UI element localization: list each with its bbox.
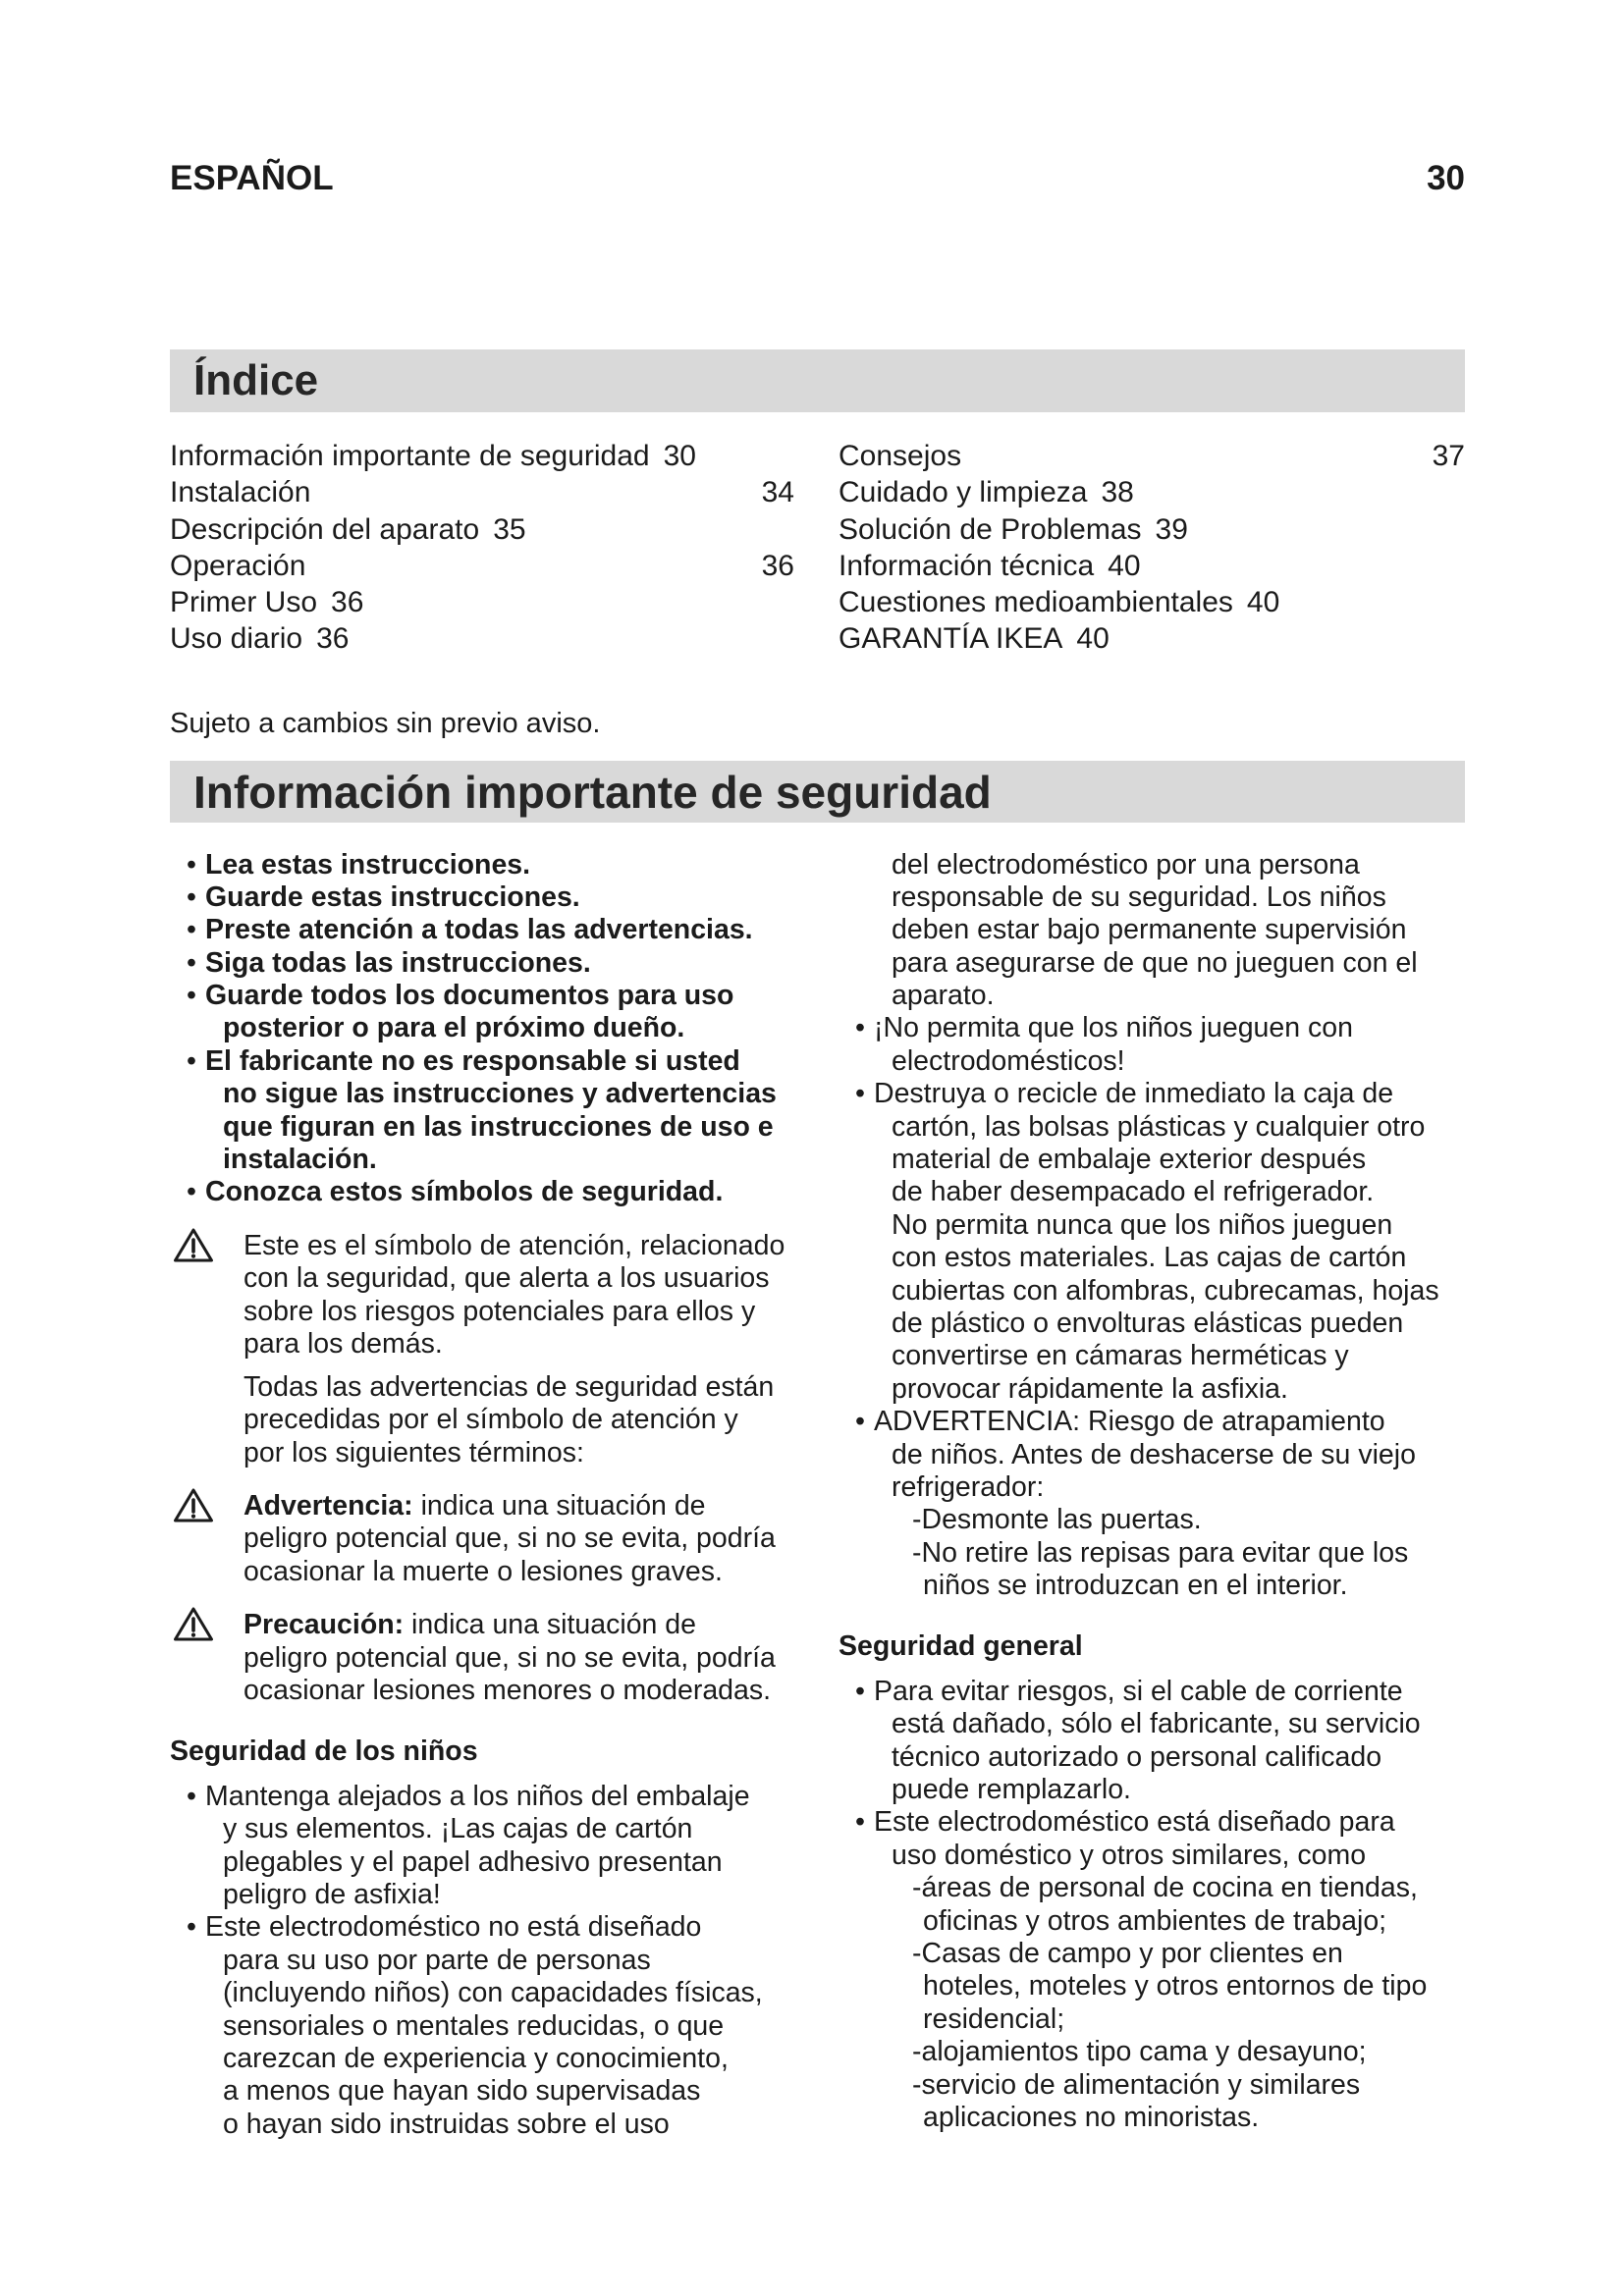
text-line: plegables y el papel adhesivo presentan	[223, 1845, 723, 1878]
text-line: peligro potencial que, si no se evita, podría	[244, 1641, 776, 1674]
toc-entry-title: Descripción del aparato	[170, 512, 480, 546]
text-line: ocasionar lesiones menores o moderadas.	[244, 1674, 772, 1706]
text-line: con la seguridad, que alerta a los usuarios	[244, 1262, 770, 1295]
text-line: No permita nunca que los niños jueguen	[892, 1208, 1393, 1241]
text-line: aparato.	[892, 980, 995, 1012]
safety-bullet	[170, 980, 798, 1045]
text-line: precedidas por el símbolo de atención y	[244, 1404, 738, 1436]
safety-bullet	[839, 1078, 1477, 1406]
toc-entry-title: Solución de Problemas	[839, 512, 1142, 546]
safety-section-title: Información importante de seguridad	[193, 766, 992, 818]
text-line: por los siguientes términos:	[244, 1436, 584, 1468]
safety-heading-bar	[170, 761, 1465, 823]
text-line: • El fabricante no es responsable si usted	[170, 1045, 798, 1078]
toc-entry	[170, 511, 794, 548]
safety-subheading	[170, 1735, 798, 1768]
toc-entry	[839, 584, 1465, 620]
toc-entry	[170, 620, 794, 657]
text-line: sobre los riesgos potenciales para ellos y	[244, 1295, 756, 1327]
text-line	[170, 1609, 798, 1641]
text-line: -áreas de personal de cocina en tiendas,	[912, 1872, 1418, 1904]
safety-bullet	[839, 1406, 1477, 1504]
text-line: oficinas y otros ambientes de trabajo;	[923, 1904, 1387, 1937]
text-line: cubiertas con alfombras, cubrecamas, hojas	[892, 1274, 1439, 1307]
text-line: • Siga todas las instrucciones.	[170, 947, 798, 980]
toc-entry-page: 35	[493, 512, 526, 546]
text-line: -alojamientos tipo cama y desayuno;	[912, 2036, 1367, 2068]
toc-entry	[170, 548, 794, 584]
text-line: de plástico o envolturas elásticas pueden	[892, 1307, 1404, 1339]
safety-bullet	[170, 1781, 798, 1912]
text-line: a menos que hayan sido supervisadas	[223, 2075, 701, 2108]
safety-bullet	[839, 1806, 1477, 1872]
toc-entry-title: Primer Uso	[170, 586, 318, 619]
text-line: -Desmonte las puertas.	[912, 1504, 1202, 1536]
warning-term: Advertencia:	[244, 1490, 413, 1522]
safety-bullet	[170, 849, 798, 881]
toc-entry-title: Información importante de seguridad	[170, 440, 650, 472]
toc-entry-title: Cuidado y limpieza	[839, 476, 1088, 509]
text-line: para su uso por parte de personas	[223, 1944, 651, 1976]
text-line: (incluyendo niños) con capacidades físicas,	[223, 1977, 763, 2009]
text-line: hoteles, moteles y otros entornos de tipo	[923, 1970, 1428, 2002]
toc-entry	[839, 548, 1465, 584]
text-line: sensoriales o mentales reducidas, o que	[223, 2009, 725, 2042]
text-line: residencial;	[923, 2002, 1065, 2035]
text-line: • Para evitar riesgos, si el cable de corriente	[839, 1676, 1477, 1708]
warning-term: Precaución:	[244, 1609, 405, 1641]
safety-continued	[839, 849, 1477, 1013]
text-line: que figuran en las instrucciones de uso e	[223, 1110, 774, 1143]
safety-subheading	[839, 1630, 1477, 1663]
safety-para	[170, 1371, 798, 1469]
safety-bullet	[839, 1012, 1477, 1078]
text-line: • Lea estas instrucciones.	[170, 849, 798, 881]
safety-dash	[839, 1504, 1477, 1536]
text-line: posterior o para el próximo dueño.	[223, 1012, 685, 1044]
text-line: • Mantenga alejados a los niños del embalaje	[170, 1781, 798, 1813]
toc-entry-page: 34	[761, 476, 794, 509]
safety-dash	[839, 1872, 1477, 1938]
safety-warning	[170, 1230, 798, 1362]
text-line: -Casas de campo y por clientes en	[912, 1938, 1343, 1969]
text-line: • Destruya o recicle de inmediato la caja de	[839, 1078, 1477, 1110]
toc-right-column	[839, 438, 1465, 658]
toc-entry-title: Consejos	[839, 440, 962, 472]
text-line: Todas las advertencias de seguridad están	[244, 1370, 775, 1403]
text-line	[170, 1490, 798, 1522]
safety-dash	[839, 1537, 1477, 1603]
toc-entry-title: Operación	[170, 549, 306, 582]
text-line: del electrodoméstico por una persona	[892, 848, 1360, 881]
text-line: y sus elementos. ¡Las cajas de cartón	[223, 1813, 693, 1845]
toc-entry-page: 30	[663, 440, 696, 472]
toc-entry-page: 36	[331, 586, 364, 619]
text-line: -servicio de alimentación y similares	[912, 2068, 1361, 2101]
warning-definition: indica una situación de	[412, 1490, 706, 1522]
text-line: refrigerador:	[892, 1470, 1045, 1503]
toc-entry-page: 40	[1076, 622, 1110, 656]
toc-entry-page: 36	[761, 549, 794, 582]
toc-entry	[839, 511, 1465, 548]
text-line: Este es el símbolo de atención, relacionado	[244, 1229, 785, 1261]
text-line: • ¡No permita que los niños jueguen con	[839, 1012, 1477, 1044]
subheading-text: Seguridad general	[839, 1630, 1083, 1663]
text-line: convertirse en cámaras herméticas y	[892, 1340, 1349, 1372]
safety-bullet	[839, 1676, 1477, 1807]
text-line: niños se introduzcan en el interior.	[923, 1570, 1348, 1602]
index-heading-bar	[170, 349, 1465, 412]
text-line: peligro de asfixia!	[223, 1878, 441, 1910]
safety-dash	[839, 1938, 1477, 2036]
change-notice: Sujeto a cambios sin previo aviso.	[170, 708, 601, 739]
text-line: -No retire las repisas para evitar que los	[912, 1536, 1409, 1569]
text-line: • ADVERTENCIA: Riesgo de atrapamiento	[839, 1406, 1477, 1438]
toc-entry	[170, 438, 794, 474]
safety-dash	[839, 2036, 1477, 2068]
text-line: • Guarde estas instrucciones.	[170, 881, 798, 914]
text-line: para los demás.	[244, 1327, 443, 1360]
running-header	[170, 158, 1465, 199]
safety-bullet	[170, 1045, 798, 1177]
safety-right-column	[839, 849, 1477, 2135]
subheading-text: Seguridad de los niños	[170, 1735, 478, 1768]
text-line: • Este electrodoméstico no está diseñado	[170, 1911, 798, 1944]
toc-entry-page: 38	[1101, 476, 1134, 509]
toc-entry-page: 40	[1246, 586, 1280, 619]
safety-bullet	[170, 881, 798, 914]
text-line: instalación.	[223, 1144, 377, 1176]
safety-bullet	[170, 1176, 798, 1208]
text-line: • Preste atención a todas las advertencias.	[170, 914, 798, 946]
text-line: uso doméstico y otros similares, como	[892, 1839, 1367, 1871]
toc-entry	[170, 584, 794, 620]
text-line: • Conozca estos símbolos de seguridad.	[170, 1176, 798, 1208]
text-line: o hayan sido instruidas sobre el uso	[223, 2108, 670, 2140]
toc-entry-title: Uso diario	[170, 622, 303, 656]
page-number: 30	[1427, 159, 1465, 197]
text-line: • Guarde todos los documentos para uso	[170, 980, 798, 1012]
text-line: carezcan de experiencia y conocimiento,	[223, 2042, 729, 2074]
text-line: para asegurarse de que no jueguen con el	[892, 946, 1418, 979]
toc-entry-page: 40	[1108, 549, 1141, 582]
safety-bullet	[170, 947, 798, 980]
text-line: está dañado, sólo el fabricante, su servicio	[892, 1708, 1421, 1740]
text-line: con estos materiales. Las cajas de cartón	[892, 1242, 1407, 1274]
toc-entry-page: 37	[1432, 440, 1465, 472]
toc-entry	[170, 474, 794, 510]
text-line: material de embalaje exterior después	[892, 1144, 1367, 1176]
text-line: • Este electrodoméstico está diseñado para	[839, 1806, 1477, 1839]
index-title: Índice	[193, 356, 319, 404]
text-line: peligro potencial que, si no se evita, podría	[244, 1522, 776, 1555]
text-line: técnico autorizado o personal calificado	[892, 1740, 1382, 1773]
toc-left-column	[170, 438, 794, 658]
safety-warning	[170, 1490, 798, 1588]
text-line: deben estar bajo permanente supervisión	[892, 914, 1407, 946]
safety-warning	[170, 1609, 798, 1707]
safety-bullet	[170, 1911, 798, 2141]
toc-entry-title: Cuestiones medioambientales	[839, 586, 1233, 619]
toc-entry	[839, 438, 1465, 474]
language-label: ESPAÑOL	[170, 159, 334, 197]
text-line: de niños. Antes de deshacerse de su viejo	[892, 1438, 1416, 1470]
text-line: provocar rápidamente la asfixia.	[892, 1372, 1288, 1405]
toc-entry-title: GARANTÍA IKEA	[839, 622, 1063, 656]
safety-left-column	[170, 849, 798, 2142]
text-line: cartón, las bolsas plásticas y cualquier otro	[892, 1110, 1426, 1143]
text-line: puede remplazarlo.	[892, 1774, 1131, 1806]
safety-dash	[839, 2069, 1477, 2135]
text-line: de haber desempacado el refrigerador.	[892, 1176, 1375, 1208]
text-line: electrodomésticos!	[892, 1044, 1125, 1077]
toc-entry	[839, 620, 1465, 657]
text-line: ocasionar la muerte o lesiones graves.	[244, 1555, 723, 1587]
toc-entry-page: 39	[1155, 512, 1188, 546]
toc-entry-title: Instalación	[170, 476, 311, 509]
warning-definition: indica una situación de	[404, 1609, 697, 1641]
text-line: responsable de su seguridad. Los niños	[892, 881, 1386, 913]
safety-bullet	[170, 914, 798, 946]
toc-entry	[839, 474, 1465, 510]
text-line: no sigue las instrucciones y advertencias	[223, 1078, 777, 1110]
text-line: aplicaciones no minoristas.	[923, 2101, 1260, 2133]
toc-entry-page: 36	[316, 622, 350, 656]
toc-entry-title: Información técnica	[839, 549, 1095, 582]
